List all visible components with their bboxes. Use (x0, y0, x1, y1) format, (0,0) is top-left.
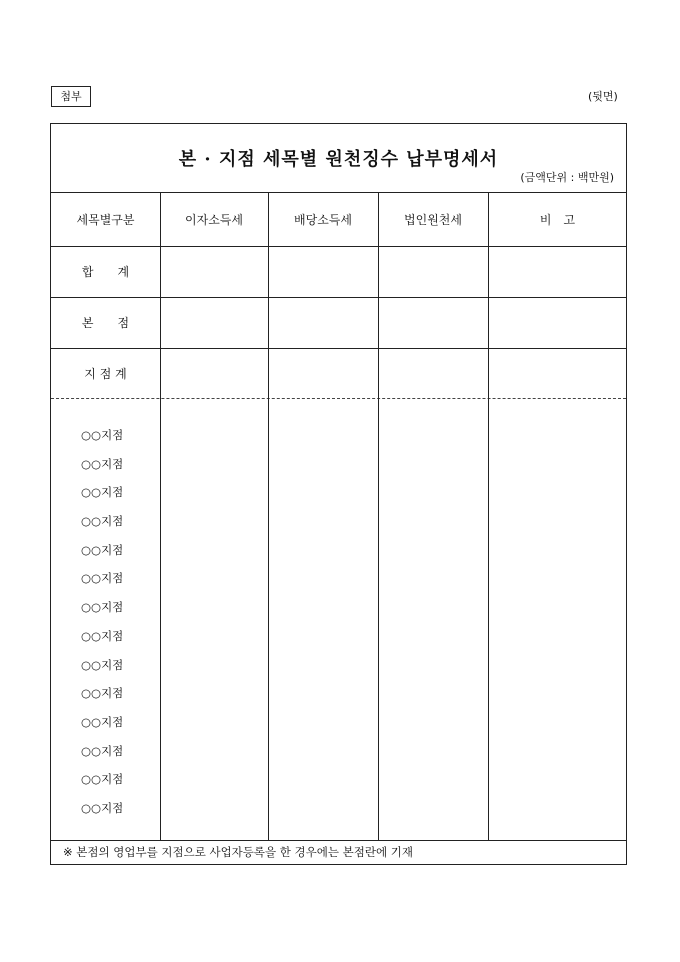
footnote-divider (51, 840, 626, 841)
column-header-interest-tax: 이자소득세 (185, 212, 243, 227)
branch-row-label: ○○지점 (81, 628, 124, 643)
column-header-remarks: 비 고 (539, 212, 576, 227)
row-label-branch-subtotal: 지 점 계 (84, 366, 127, 381)
column-divider (378, 192, 379, 840)
branch-section-divider (51, 398, 626, 399)
branch-row-label: ○○지점 (81, 428, 124, 442)
branch-row-label: ○○지점 (81, 514, 124, 529)
tax-statement-form (50, 123, 627, 865)
branch-row-label: ○○지점 (81, 657, 124, 672)
back-side-label: (뒷면) (588, 90, 618, 103)
branch-row-label: ○○지점 (81, 485, 124, 500)
branch-row-label: ○○지점 (81, 571, 124, 586)
column-header-corporate-tax: 법인원천세 (404, 212, 462, 227)
amount-unit-note: (금액단위 : 백만원) (520, 171, 614, 184)
branch-row-label: ○○지점 (81, 772, 124, 787)
column-divider (160, 192, 161, 840)
branch-row-label: ○○지점 (81, 542, 124, 557)
footnote: ※ 본점의 영업부를 지점으로 사업자등록을 한 경우에는 본점란에 기재 (63, 845, 413, 859)
branch-row-label: ○○지점 (81, 714, 124, 729)
attachment-label: 첨부 (51, 86, 91, 107)
column-header-dividend-tax: 배당소득세 (294, 212, 352, 227)
branch-list (81, 421, 123, 823)
column-divider (268, 192, 269, 840)
branch-row-label: ○○지점 (81, 800, 124, 815)
row-label-head-office: 본 점 (81, 316, 130, 330)
branch-row-label: ○○지점 (81, 456, 124, 471)
column-divider (488, 192, 489, 840)
row-label-total: 합 계 (81, 265, 130, 279)
column-header-category: 세목별구분 (76, 212, 135, 227)
form-title: 본 · 지점 세목별 원천징수 납부명세서 (178, 149, 499, 170)
branch-row-label: ○○지점 (81, 686, 124, 701)
branch-row-label: ○○지점 (81, 600, 124, 615)
branch-row-label: ○○지점 (81, 743, 124, 758)
